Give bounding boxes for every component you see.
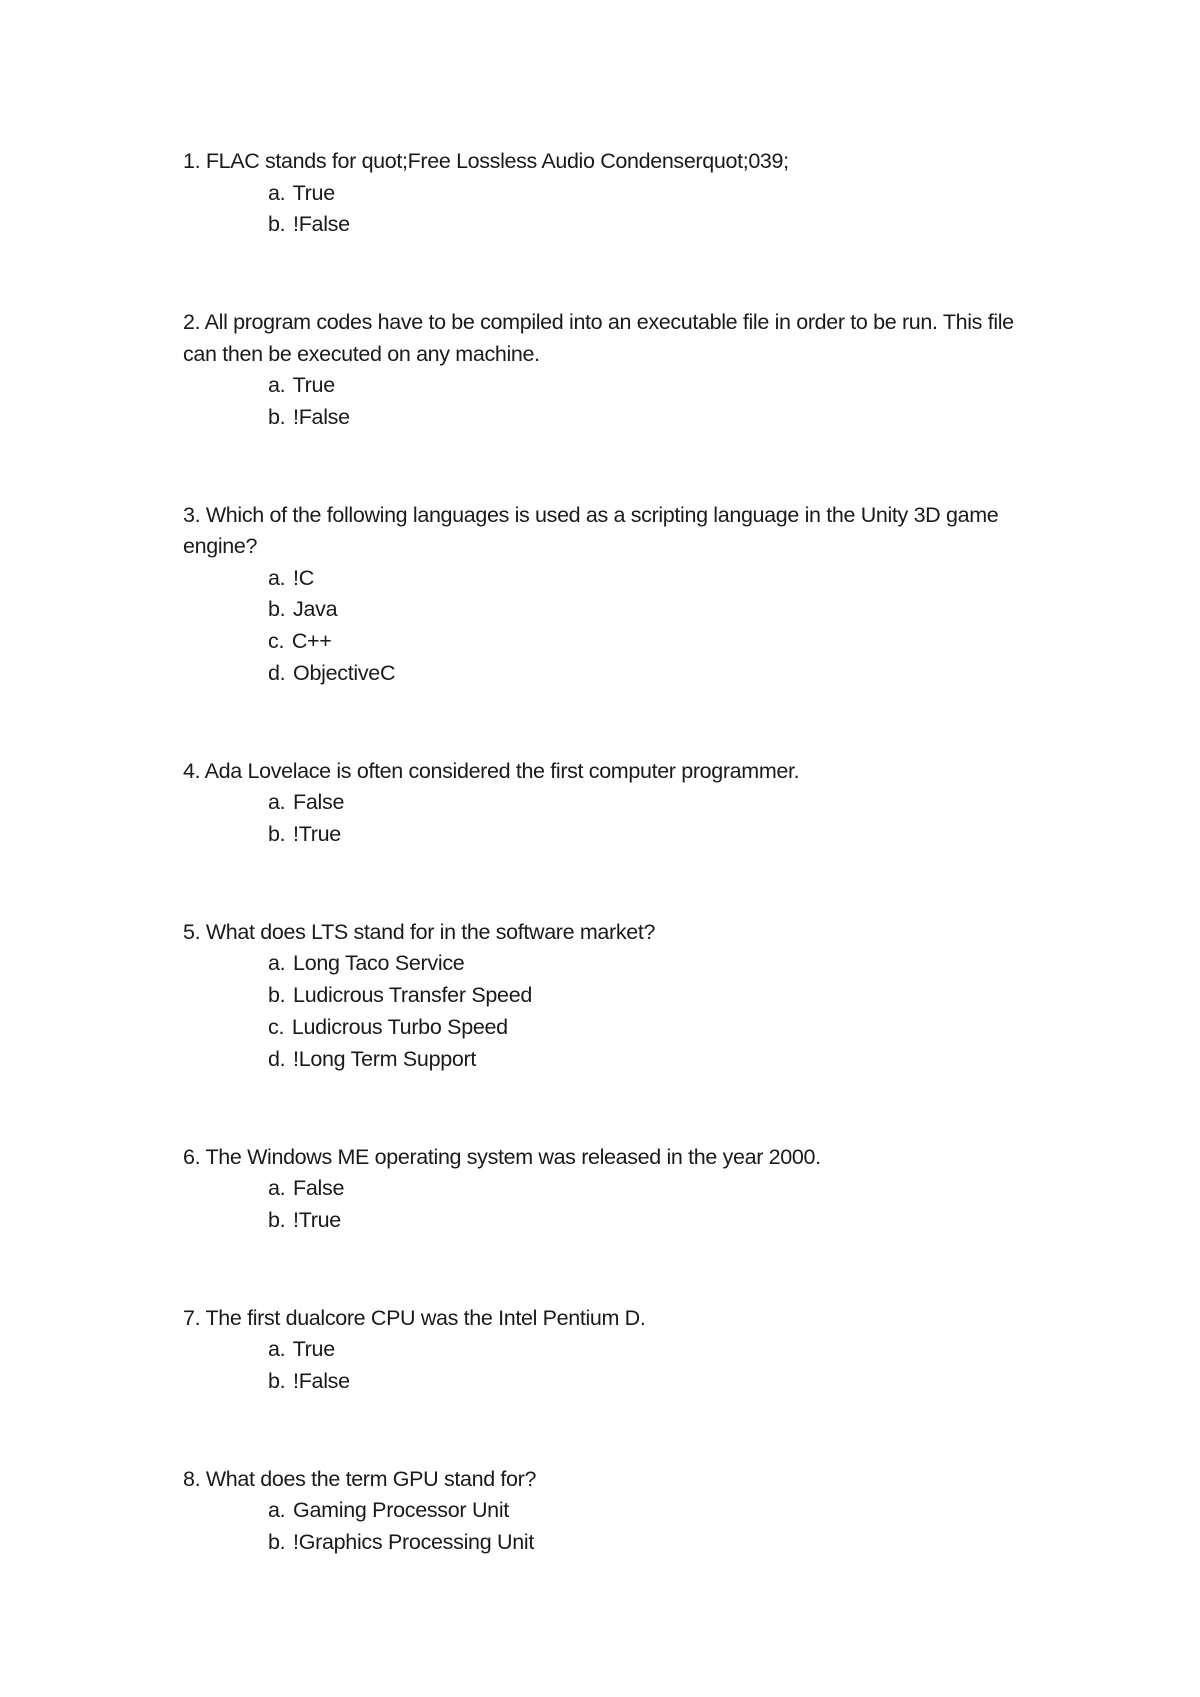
option-list — [183, 1495, 1043, 1559]
option-letter: b. — [268, 1530, 286, 1555]
option-letter: b. — [268, 983, 286, 1008]
option-list — [183, 948, 1043, 1075]
option-list — [183, 370, 1043, 434]
option-letter: a. — [268, 1337, 286, 1362]
option-b — [268, 209, 1043, 241]
option-list — [183, 178, 1043, 242]
option-text: !Graphics Processing Unit — [293, 1530, 535, 1555]
option-a — [268, 948, 1043, 980]
question-1 — [183, 146, 1043, 241]
option-b — [268, 1366, 1043, 1398]
question-text: 8. What does the term GPU stand for? — [183, 1466, 537, 1491]
question-6 — [183, 1142, 1043, 1237]
option-b — [268, 819, 1043, 851]
option-text: !True — [293, 822, 341, 847]
option-letter: c. — [268, 629, 285, 654]
question-3 — [183, 500, 1043, 690]
option-d — [268, 1044, 1043, 1076]
option-text: True — [292, 373, 335, 398]
option-text: False — [293, 790, 345, 815]
option-letter: b. — [268, 212, 286, 237]
option-c — [268, 626, 1043, 658]
question-text: 4. Ada Lovelace is often considered the first computer programmer. — [183, 758, 800, 783]
option-text: Gaming Processor Unit — [293, 1498, 509, 1523]
option-b — [268, 1205, 1043, 1237]
option-b — [268, 402, 1043, 434]
option-b — [268, 1527, 1043, 1559]
option-text: !Long Term Support — [293, 1046, 477, 1071]
option-letter: b. — [268, 822, 286, 847]
option-a — [268, 787, 1043, 819]
question-4 — [183, 756, 1043, 851]
option-text: Long Taco Service — [293, 951, 465, 976]
option-text: True — [292, 1337, 335, 1362]
option-letter: a. — [268, 180, 286, 205]
option-text: !False — [293, 212, 350, 237]
question-2 — [183, 307, 1043, 434]
question-7 — [183, 1303, 1043, 1398]
option-d — [268, 658, 1043, 690]
option-c — [268, 1012, 1043, 1044]
option-letter: b. — [268, 1207, 286, 1232]
question-text: 7. The first dualcore CPU was the Intel Pentium D. — [183, 1305, 646, 1330]
question-text: 3. Which of the following languages is used as a scripting language in the Unity 3D game engine? — [183, 502, 999, 559]
option-list — [183, 787, 1043, 851]
option-b — [268, 594, 1043, 626]
question-text: 1. FLAC stands for quot;Free Lossless Audio Condenserquot;039; — [183, 149, 789, 173]
option-letter: a. — [268, 790, 286, 815]
option-letter: b. — [268, 404, 286, 429]
question-text: 2. All program codes have to be compiled into an executable file in order to be run. This file can then be executed on any machine. — [183, 310, 1014, 366]
question-text: 5. What does LTS stand for in the software market? — [183, 919, 656, 944]
option-letter: c. — [268, 1015, 285, 1040]
option-list — [183, 1334, 1043, 1398]
option-text: True — [292, 180, 335, 205]
option-list — [183, 1173, 1043, 1237]
question-5 — [183, 917, 1043, 1076]
option-a — [268, 1495, 1043, 1527]
option-letter: a. — [268, 373, 286, 398]
option-text: Ludicrous Turbo Speed — [291, 1015, 508, 1040]
option-text: !False — [293, 1369, 350, 1394]
option-list — [183, 563, 1043, 690]
option-a — [268, 370, 1043, 402]
option-text: !C — [293, 565, 314, 590]
option-letter: d. — [268, 661, 286, 686]
option-letter: d. — [268, 1046, 286, 1071]
option-letter: a. — [268, 1498, 286, 1523]
option-a — [268, 563, 1043, 595]
option-text: ObjectiveC — [293, 661, 396, 686]
option-a — [268, 1334, 1043, 1366]
option-letter: a. — [268, 951, 286, 976]
option-text: Java — [293, 597, 338, 622]
option-text: !False — [293, 404, 350, 429]
option-a — [268, 178, 1043, 210]
option-text: False — [293, 1176, 345, 1201]
option-letter: a. — [268, 1176, 286, 1201]
option-text: C++ — [291, 629, 332, 654]
option-letter: a. — [268, 565, 286, 590]
option-b — [268, 980, 1043, 1012]
option-letter: b. — [268, 597, 286, 622]
question-text: 6. The Windows ME operating system was released in the year 2000. — [183, 1144, 821, 1169]
option-letter: b. — [268, 1369, 286, 1394]
option-text: !True — [293, 1207, 341, 1232]
question-8 — [183, 1464, 1043, 1559]
option-text: Ludicrous Transfer Speed — [293, 983, 533, 1008]
quiz-list — [183, 146, 1043, 1625]
option-a — [268, 1173, 1043, 1205]
